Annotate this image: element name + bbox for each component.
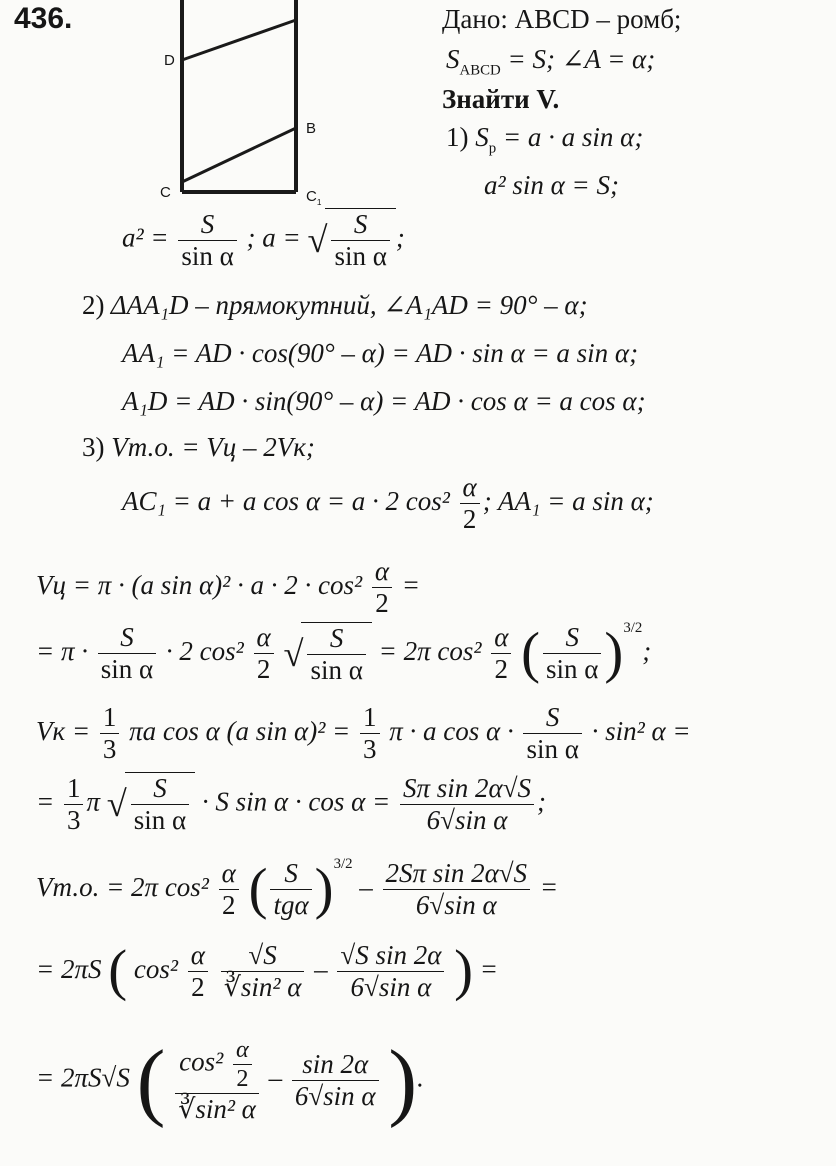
vc-line1: Vц = π · (a sin α)² · a · 2 · cos² $\frac{\alpha}{2}$ = xyxy=(36,556,421,619)
diagonal-bottom xyxy=(182,128,296,182)
diagonal-top xyxy=(182,20,296,60)
label-D: D xyxy=(164,52,175,69)
step3-line1: 3) Vт.о. = Vц – 2Vк; xyxy=(82,432,315,462)
label-B: B xyxy=(306,120,317,137)
step1-line2: a² sin α = S; xyxy=(484,170,619,200)
vc-line2: = π · $\frac{S}{\text{sin α}}$ · 2 cos² $\frac{\alpha}{2}$ √ $\frac{S}{\text{sin α}}$ = 2π cos² $\frac{\alpha}{2}$ ( $\frac{S}{\text{sin α}}$ )$^{3/2}$; xyxy=(36,620,652,685)
result-line2: = 2πS√S ( cos² $\frac{\alpha}{2}$ ∛sin² α – $\frac{\sin 2\alpha}{\text{6√sin α}}$ ). xyxy=(36,1032,424,1129)
step2-line1: 2) ΔAA₁D – прямокутний, ∠A₁AD = 90° – α; xyxy=(82,290,588,320)
given-line-2: $S_{ABCD} = S$; ∠A = α; xyxy=(446,44,656,79)
given-line-1: Дано: ABCD – ромб; xyxy=(442,4,682,34)
step1-line1: 1) $S_р = a \cdot a$ sin α; xyxy=(446,122,644,157)
step2-line2: AA₁ = AD · cos(90° – α) = AD · sin α = a sin α; xyxy=(122,338,639,368)
label-C: C xyxy=(160,184,171,201)
result-line1: = 2πS ( cos² $\frac{\alpha}{2}$ $\frac{√S}{\text{∛sin² α}}$ – $\frac{\text{√S sin 2α}}{\text{6√sin α}}$ ) = xyxy=(36,939,499,1003)
prism-figure xyxy=(152,0,352,215)
find-line: Знайти V. xyxy=(442,84,560,114)
label-C1: $C_1$ xyxy=(306,188,322,207)
step1-line3: a² = $\frac{S}{\text{sin α}}$ ; a = √ $\frac{S}{\text{sin α}}$ ; xyxy=(122,208,405,272)
vk-line1: Vк = $\frac{1}{3}$ πa cos α (a sin α)² = $\frac{1}{3}$ π · a cos α · $\frac{S}{\text{sin α}}$ · sin² α = xyxy=(36,702,691,765)
step3-line2: AC₁ = a + a cos α = a · 2 cos² $\frac{\alpha}{2}$ ; AA₁ = a sin α; xyxy=(122,472,654,535)
step2-line3: A₁D = AD · sin(90° – α) = AD · cos α = a cos α; xyxy=(122,386,646,416)
problem-number: 436. xyxy=(14,2,73,35)
vk-line2: = $\frac{1}{3}$ π √ $\frac{S}{\text{sin α}}$ · S sin α · cos α = $\frac{\text{Sπ sin 2α√S}}{\text{6√sin α}}$ ; xyxy=(36,772,547,836)
vt-line1: Vт.о. = 2π cos² $\frac{\alpha}{2}$ ( $\frac{S}{\text{tgα}}$ )$^{3/2}$ – $\frac{\text{2Sπ sin 2α√S}}{\text{6√sin α}}$ = xyxy=(36,856,559,921)
